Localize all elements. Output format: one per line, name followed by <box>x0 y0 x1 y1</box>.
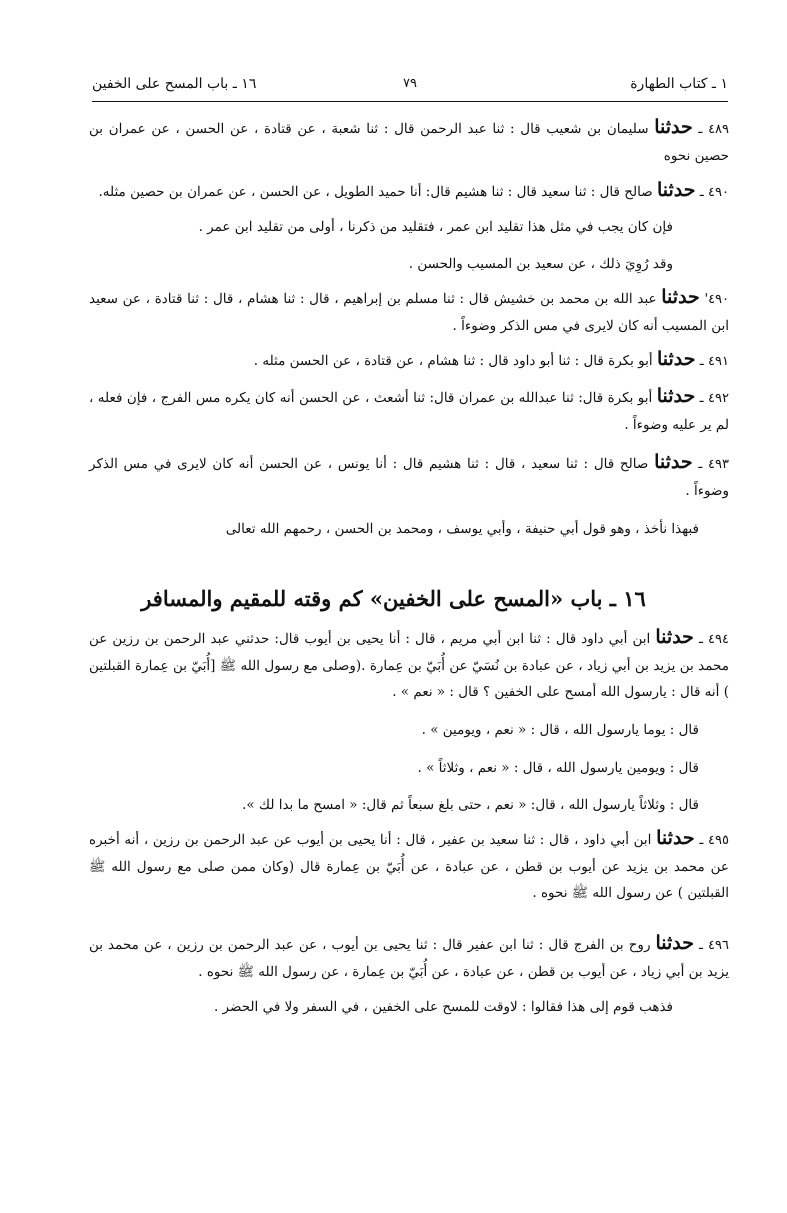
commentary-paragraph <box>33 994 729 1020</box>
header-chapter-title: ١٦ ـ باب المسح على الخفين <box>92 76 257 92</box>
dialogue-line <box>59 755 729 781</box>
header-rule <box>92 101 728 102</box>
hadith-490b <box>89 284 729 339</box>
hadith-number: ٤٩٣ <box>708 457 729 472</box>
commentary-text: فبهذا نأخذ ، وهو قول أبي حنيفة ، وأبي يوسف ، ومحمد بن الحسن ، رحمهم الله تعالى <box>225 521 699 537</box>
commentary-text: فذهب قوم إلى هذا فقالوا : لاوقت للمسح على الخفين ، في السفر ولا في الحضر . <box>213 999 673 1015</box>
hadith-text: صالح قال : ثنا سعيد ، قال : ثنا هشيم قال : أنا يونس ، عن الحسن أنه كان لايرى في مس الذكر وضوءاً . <box>89 456 729 499</box>
dialogue-text: قال : وثلاثاً يارسول الله ، قال: « نعم ، حتى بلغ سبعاً ثم قال: « امسح ما بدا لك ». <box>242 797 699 813</box>
commentary-text: وقد رُوِيَ ذلك ، عن سعيد بن المسيب والحسن . <box>408 256 673 272</box>
hadith-492: ٤٩٢ ـ حدثنا أبو بكرة قال: ثنا عبدالله بن عمران قال: ثنا أشعث ، عن الحسن أنه كان يكره مس الفرج ، فإن فعله ، لم ير عليه وضوءاً . <box>89 385 729 433</box>
hadith-number: ٤٨٩ <box>708 122 730 137</box>
hadith-495: ٤٩٥ ـ حدثنا ابن أبي داود ، قال : ثنا سعيد بن عفير ، قال : أنا يحيى بن أيوب عن عبد الرحمن بن رزين ، أنه أخبره عن محمد بن يزيد عن أيوب بن قطن ، عن عبادة ، عن أُبَيّ بن عِمارة قال (وكان ممن صلى مع رسول الله ﷺ القبلتين ) عن رسول الله ﷺ نحوه . <box>89 827 729 901</box>
dialogue-text: قال : ويومين يارسول الله ، قال : « نعم ، وثلاثاً » . <box>417 760 699 776</box>
commentary-paragraph <box>33 214 729 240</box>
page-number: ٧٩ <box>403 76 417 91</box>
hadith-text: روح بن الفرج قال : ثنا ابن عفير قال : ثنا يحيى بن أيوب ، عن عبد الرحمن بن رزين ، عن محمد بن يزيد بن أبي زياد ، عن أيوب بن قطن ، عن عبادة ، عن أُبَيّ بن عِمارة ، عن رسول الله ﷺ نحوه . <box>89 937 729 980</box>
dialogue-text: قال : يوما يارسول الله ، قال : « نعم ، ويومين » . <box>421 722 699 738</box>
running-header <box>92 76 728 98</box>
hadith-490: ٤٩٠ ـ حدثنا صالح قال : ثنا سعيد قال : ثنا هشيم قال: أنا حميد الطويل ، عن الحسن ، عن عمران بن حصين مثله. <box>98 179 729 201</box>
commentary-paragraph <box>59 516 729 542</box>
hadith-493: ٤٩٣ ـ حدثنا صالح قال : ثنا سعيد ، قال : ثنا هشيم قال : أنا يونس ، عن الحسن أنه كان لايرى في مس الذكر وضوءاً . <box>89 451 729 499</box>
hadith-text: أبو بكرة قال : ثنا أبو داود قال : ثنا هشام ، عن قتادة ، عن الحسن مثله . <box>253 353 653 369</box>
hadith-number: ٤٩٠ <box>708 185 729 200</box>
hadith-489: ٤٨٩ ـ حدثنا سليمان بن شعيب قال : ثنا عبد الرحمن قال : ثنا شعبة ، عن قتادة ، عن الحسن ، عن عمران بن حصين نحوه <box>89 116 730 164</box>
hadith-keyword: حدثنا <box>654 451 693 473</box>
hadith-494: ٤٩٤ ـ حدثنا ابن أبي داود قال : ثنا ابن أبي مريم ، قال : أنا يحيى بن أيوب قال: حدثني عبد الرحمن بن رزين عن محمد بن يزيد بن أبي زياد ، عن عبادة بن نُسَيّ عن أُبَيّ بن عِمارة .(وصلى مع رسول الله ﷺ [أُبَيّ بن عِمارة القبلتين ) أنه قال : يارسول الله أمسح على الخفين ؟ قال : « نعم » . <box>89 626 729 700</box>
hadith-keyword: حدثنا <box>655 626 694 648</box>
hadith-number: ٤٩٦ <box>708 938 729 953</box>
commentary-paragraph <box>33 251 729 277</box>
hadith-number: ٤٩٥ <box>708 833 729 848</box>
hadith-text: ابن أبي داود قال : ثنا ابن أبي مريم ، قال : أنا يحيى بن أيوب قال: حدثني عبد الرحمن بن رزين عن محمد بن يزيد بن أبي زياد ، عن عبادة بن نُسَيّ عن أُبَيّ بن عِمارة .(وصلى مع رسول الله ﷺ [أُبَيّ بن عِمارة القبلتين ) أنه قال : يارسول الله أمسح على الخفين ؟ قال : « نعم » . <box>89 631 729 700</box>
section-heading: ١٦ ـ باب «المسح على الخفين» كم وقته للمقيم والمسافر <box>141 586 646 611</box>
hadith-keyword: حدثنا <box>661 286 700 308</box>
dialogue-line <box>59 717 729 743</box>
hadith-number: ٤٩٤ <box>708 632 729 647</box>
hadith-keyword: حدثنا <box>656 179 696 201</box>
hadith-keyword: حدثنا <box>655 932 695 954</box>
hadith-text: ابن أبي داود ، قال : ثنا سعيد بن عفير ، قال : أنا يحيى بن أيوب عن عبد الرحمن بن رزين ، أنه أخبره عن محمد بن يزيد عن أيوب بن قطن ، عن عبادة ، عن أُبَيّ بن عِمارة قال (وكان ممن صلى مع رسول الله ﷺ القبلتين ) عن رسول الله ﷺ نحوه . <box>89 832 729 901</box>
hadith-text: عبد الله بن محمد بن خشيش قال : ثنا مسلم بن إبراهيم ، قال : ثنا هشام ، قال : ثنا قتادة ، عن سعيد ابن المسيب أنه كان لايرى في مس الذكر وضوءاً . <box>89 291 729 334</box>
hadith-keyword: حدثنا <box>656 827 695 849</box>
hadith-491: ٤٩١ ـ حدثنا أبو بكرة قال : ثنا أبو داود قال : ثنا هشام ، عن قتادة ، عن الحسن مثله . <box>253 348 729 370</box>
hadith-keyword: حدثنا <box>656 385 696 407</box>
hadith-text: أبو بكرة قال: ثنا عبدالله بن عمران قال: ثنا أشعث ، عن الحسن أنه كان يكره مس الفرج ، فإن فعله ، لم ير عليه وضوءاً . <box>89 390 729 433</box>
commentary-text: فإن كان يجب في مثل هذا تقليد ابن عمر ، فتقليد من ذكرنا ، أولى من تقليد ابن عمر . <box>198 219 673 235</box>
hadith-keyword: حدثنا <box>654 116 693 138</box>
hadith-text: سليمان بن شعيب قال : ثنا عبد الرحمن قال : ثنا شعبة ، عن قتادة ، عن الحسن ، عن عمران بن حصين نحوه <box>89 121 729 164</box>
hadith-number: ٤٩١ <box>708 354 729 369</box>
header-book-title: ١ ـ كتاب الطهارة <box>630 76 728 92</box>
hadith-keyword: حدثنا <box>656 348 696 370</box>
hadith-text: صالح قال : ثنا سعيد قال : ثنا هشيم قال: أنا حميد الطويل ، عن الحسن ، عن عمران بن حصين مثله. <box>98 184 653 200</box>
hadith-496: ٤٩٦ ـ حدثنا روح بن الفرج قال : ثنا ابن عفير قال : ثنا يحيى بن أيوب ، عن عبد الرحمن بن رزين ، عن محمد بن يزيد بن أبي زياد ، عن أيوب بن قطن ، عن عبادة ، عن أُبَيّ بن عِمارة ، عن رسول الله ﷺ نحوه . <box>89 932 729 980</box>
dialogue-line <box>59 792 729 818</box>
hadith-number: ٤٩٢ <box>708 391 729 406</box>
hadith-number: ٤٩٠' <box>704 292 730 307</box>
